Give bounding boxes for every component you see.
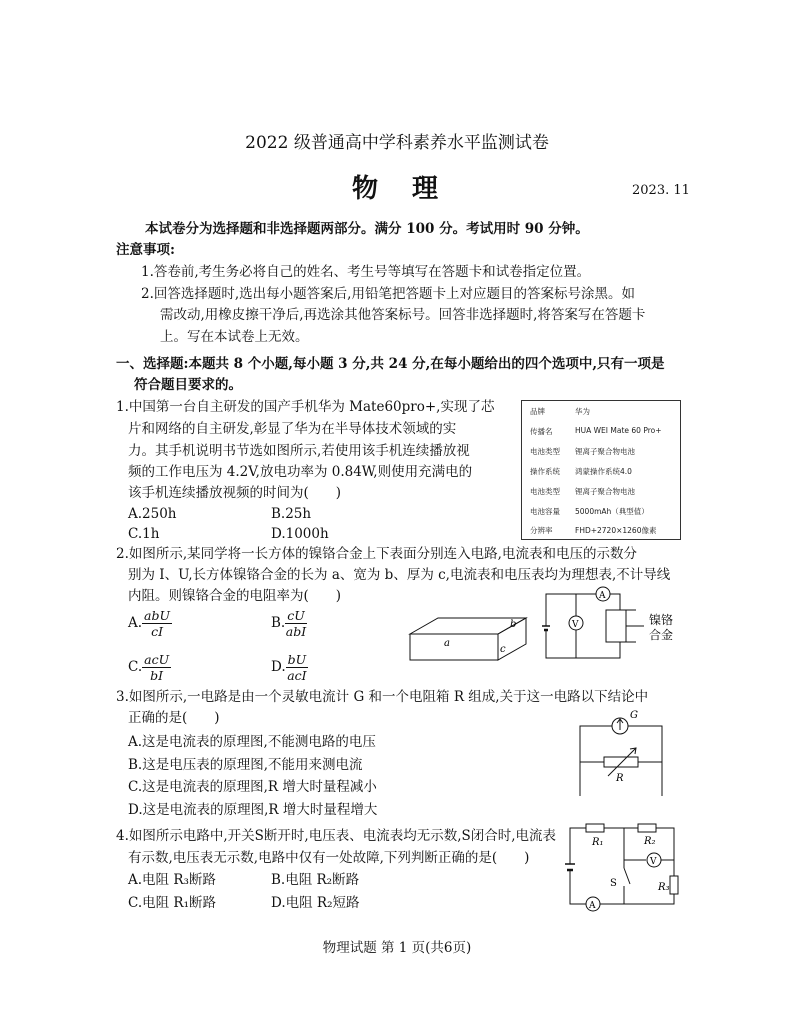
- q4-option-a: A.电阻 R₃断路: [128, 872, 216, 888]
- q3-option-b: B.这是电压表的原理图,不能用来测电流: [128, 757, 363, 773]
- q1-line-5: 该手机连续播放视频的时间为( ): [128, 485, 342, 501]
- dimension-c-label: c: [500, 644, 506, 655]
- page-footer: 物理试题 第 1 页(共6页): [322, 940, 472, 956]
- spec-row: [522, 402, 680, 421]
- spec-value: 锂离子聚合物电池: [575, 447, 635, 456]
- fraction-denominator: cI: [151, 624, 164, 639]
- spec-value: 锂离子聚合物电池: [575, 487, 635, 496]
- galvanometer-label: G: [630, 710, 638, 721]
- fraction-numerator: acU: [144, 652, 170, 667]
- q3-line-2: 正确的是( ): [128, 710, 220, 726]
- cuboid-top-face: [410, 618, 526, 634]
- spec-key: 电池类型: [530, 447, 560, 456]
- q2-option-b-fraction: [285, 608, 307, 639]
- q2-option-b-label: B.: [271, 615, 286, 631]
- spec-key: 分辨率: [530, 526, 553, 535]
- switch-s-symbol: [624, 868, 630, 884]
- exam-title: 2022 级普通高中学科素养水平监测试卷: [245, 133, 549, 153]
- q1-option-c: C.1h: [128, 526, 160, 542]
- q1-line-2: 片和网络的自主研发,彰显了华为在半导体技术领域的实: [128, 421, 457, 437]
- q2-line-1: 2.如图所示,某同学将一长方体的镍铬合金上下表面分别连入电路,电流表和电压的示数分: [116, 546, 637, 562]
- exam-intro: 本试卷分为选择题和非选择题两部分。满分 100 分。考试用时 90 分钟。: [145, 221, 589, 237]
- spec-value: 华为: [575, 407, 590, 416]
- spec-row: [522, 482, 680, 501]
- q3-option-c: C.这是电流表的原理图,R 增大时量程减小: [128, 779, 377, 795]
- spec-key: 电池容量: [530, 507, 560, 516]
- q2-option-c: [128, 652, 171, 683]
- dimension-a-label: a: [444, 638, 450, 649]
- q1-option-a: A.250h: [128, 506, 177, 522]
- fraction-denominator: acI: [287, 668, 307, 683]
- q2-option-c-fraction: [142, 652, 171, 683]
- q1-line-1: 1.中国第一台自主研发的国产手机华为 Mate60pro+,实现了芯: [116, 399, 495, 415]
- r1-label: R₁: [592, 837, 604, 848]
- section-1-heading-cont: 符合题目要求的。: [134, 377, 242, 393]
- q4-line-1: 4.如图所示电路中,开关S断开时,电压表、电流表均无示数,S闭合时,电流表: [116, 828, 557, 844]
- wire: [570, 828, 586, 864]
- q1-option-b: B.25h: [271, 506, 312, 522]
- spec-value: HUA WEI Mate 60 Pro+: [575, 426, 662, 435]
- q2-option-a-label: A.: [128, 615, 143, 631]
- alloy-cuboid-figure: [408, 612, 528, 664]
- alloy-block-symbol: [606, 610, 626, 642]
- switch-s-label: S: [610, 878, 617, 889]
- cuboid-front-face: [410, 634, 498, 660]
- q2-option-a-fraction: [142, 608, 172, 639]
- q4-option-c: C.电阻 R₁断路: [128, 895, 217, 911]
- fraction-numerator: abU: [144, 608, 171, 623]
- notes-item-2-line-1: 2.回答选择题时,选出每小题答案后,用铅笔把答题卡上对应题目的答案标号涂黑。如: [141, 286, 635, 302]
- spec-value: FHD+2720×1260像素: [575, 526, 657, 535]
- q3-line-1: 3.如图所示,一电路是由一个灵敏电流计 G 和一个电阻箱 R 组成,关于这一电路以下结论中: [116, 689, 649, 705]
- dimension-b-label: b: [510, 619, 517, 630]
- resistance-box-symbol: [604, 757, 638, 767]
- q2-option-d: [271, 652, 308, 683]
- q4-circuit-diagram: [562, 820, 682, 912]
- q2-option-c-label: C.: [128, 659, 143, 675]
- q2-option-b: [271, 608, 307, 639]
- fraction-numerator: cU: [287, 608, 305, 623]
- spec-row: [522, 521, 680, 540]
- q3-circuit-diagram: [572, 708, 672, 800]
- q2-line-2: 别为 I、U,长方体镍铬合金的长为 a、宽为 b、厚为 c,电流表和电压表均为理想表,不计导线: [128, 567, 671, 583]
- spec-key: 电池类型: [530, 487, 560, 496]
- notes-item-2-line-2: 需改动,用橡皮擦干净后,再选涂其他答案标号。回答非选择题时,将答案写在答题卡: [160, 307, 646, 323]
- q1-line-4: 频的工作电压为 4.2V,放电功率为 0.84W,则使用充满电的: [128, 464, 473, 480]
- q4-line-2: 有示数,电压表无示数,电路中仅有一处故障,下列判断正确的是( ): [128, 850, 530, 866]
- q4-option-b: B.电阻 R₂断路: [271, 872, 360, 888]
- alloy-label-line-1: 镍铬: [649, 613, 674, 627]
- phone-spec-table: [521, 400, 681, 540]
- q2-option-a: [128, 608, 172, 639]
- notes-item-1: 1.答卷前,考生务必将自己的姓名、考生号等填写在答题卡和试卷指定位置。: [141, 264, 591, 280]
- q3-option-a: A.这是电流表的原理图,不能测电路的电压: [128, 734, 376, 750]
- fraction-denominator: abI: [285, 624, 307, 639]
- resistor-r1-symbol: [586, 824, 604, 832]
- fraction-denominator: bI: [150, 668, 164, 683]
- q4-option-d: D.电阻 R₂短路: [271, 895, 360, 911]
- alloy-label-line-2: 合金: [649, 628, 674, 642]
- section-1-heading: 一、选择题:本题共 8 个小题,每小题 3 分,共 24 分,在每小题给出的四个选项中,只有一项是: [116, 356, 665, 372]
- q2-option-d-fraction: [286, 652, 309, 683]
- fraction-numerator: bU: [287, 652, 307, 667]
- q2-circuit-diagram: [540, 586, 680, 666]
- subject-title: 物 理: [351, 174, 442, 204]
- resistor-r2-symbol: [638, 824, 656, 832]
- q2-option-d-label: D.: [271, 659, 286, 675]
- spec-value: 5000mAh（典型值）: [575, 507, 649, 516]
- voltmeter-label: V: [650, 857, 657, 867]
- spec-key: 品牌: [530, 407, 545, 416]
- r3-label: R₃: [658, 882, 670, 893]
- resistor-label: R: [616, 773, 624, 784]
- notes-item-2-line-3: 上。写在本试卷上无效。: [160, 329, 309, 345]
- q1-line-3: 力。其手机说明书节选如图所示,若使用该手机连续播放视: [128, 443, 470, 459]
- ammeter-label: A: [599, 591, 606, 601]
- spec-key: 操作系统: [530, 467, 560, 476]
- r2-label: R₂: [644, 836, 656, 847]
- spec-row: [522, 502, 680, 521]
- voltmeter-label: V: [572, 620, 579, 630]
- exam-date: 2023. 11: [632, 183, 690, 198]
- spec-value: 鸿蒙操作系统4.0: [575, 467, 632, 476]
- q3-option-d: D.这是电流表的原理图,R 增大时量程增大: [128, 802, 378, 818]
- ammeter-label: A: [589, 901, 596, 911]
- q2-line-3: 内阻。则镍铬合金的电阻率为( ): [128, 588, 342, 604]
- spec-row: [522, 442, 680, 461]
- spec-row: [522, 422, 680, 441]
- notes-heading: 注意事项:: [116, 242, 175, 258]
- resistor-r3-symbol: [670, 876, 678, 894]
- spec-key: 传播名: [530, 427, 553, 436]
- q1-option-d: D.1000h: [271, 526, 329, 542]
- spec-row: [522, 462, 680, 481]
